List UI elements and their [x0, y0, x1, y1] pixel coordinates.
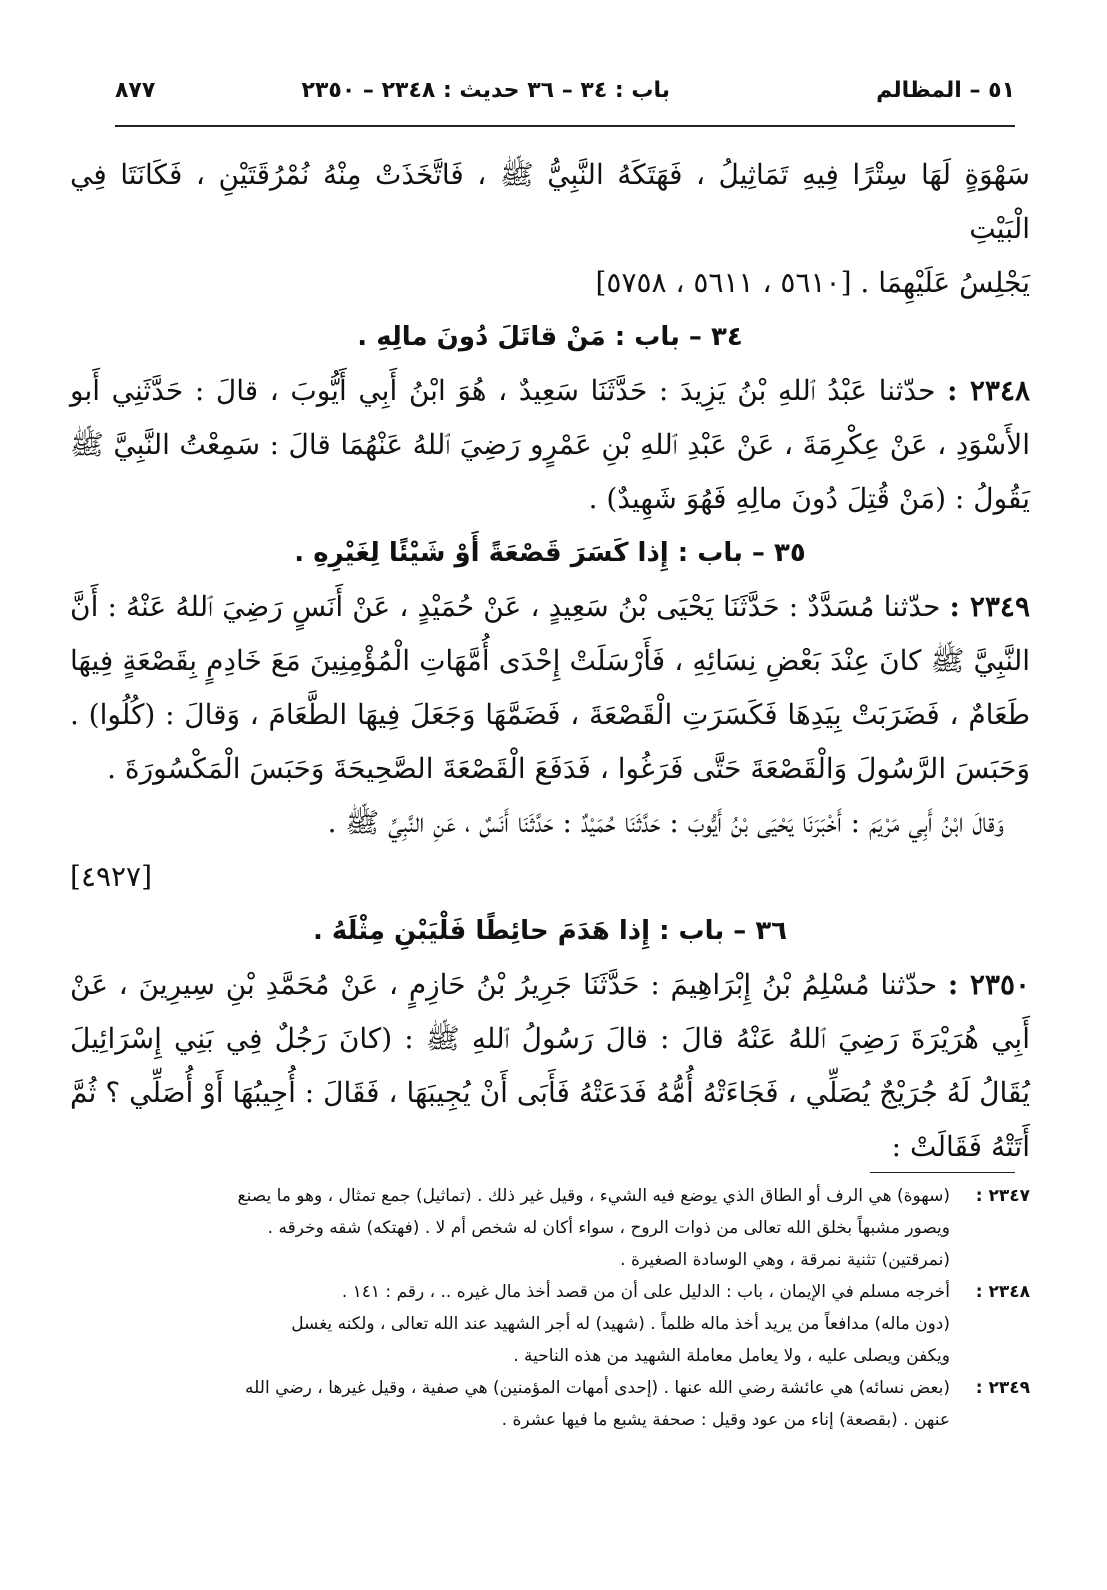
hadith-text: حدّثنا مُسَدَّدٌ : حَدَّثَنَا يَحْيَى بْنُ سَعِيدٍ ، عَنْ حُمَيْدٍ ، عَنْ أَنَسٍ رَضِيَ ٱللهُ عَنْهُ : أَنَّ النَّبِيَّ ﷺ كانَ عِنْدَ بَعْضِ نِسَائِهِ ، فَأَرْسَلَتْ إِحْدَى أُمَّهَاتِ الْمُؤْمِنِينَ مَعَ خَادِمٍ بِقَصْعَةٍ فِيهَا طَعَامٌ ، فَضَرَبَتْ بِيَدِهَا فَكَسَرَتِ الْقَصْعَةَ ، فَضَمَّهَا وَجَعَلَ فِيهَا الطَّعَامَ ، وَقالَ : (كُلُوا) . وَحَبَسَ الرَّسُولَ وَالْقَصْعَةَ حَتَّى فَرَغُوا ، فَدَفَعَ الْقَصْعَةَ الصَّحِيحَةَ وَحَبَسَ الْمَكْسُورَةَ .	[70, 590, 1030, 785]
hadith-text: حدّثنا عَبْدُ ٱللهِ بْنُ يَزِيدَ : حَدَّثَنَا سَعِيدٌ ، هُوَ ابْنُ أَبِي أَيُّوبَ ، قالَ : حَدَّثَنِي أَبو الأَسْوَدِ ، عَنْ عِكْرِمَةَ ، عَنْ عَبْدِ ٱللهِ بْنِ عَمْرٍو رَضِيَ ٱللهُ عَنْهُمَا قالَ : سَمِعْتُ النَّبِيَّ ﷺ يَقُولُ : (مَنْ قُتِلَ دُونَ مالِهِ فَهُوَ شَهِيدٌ) .	[70, 374, 1030, 515]
chapter-title: ٥١ – المظالم	[876, 78, 1015, 103]
header-rule	[115, 125, 1015, 127]
footnote-2348	[95, 1276, 1030, 1372]
footnote-line: عنهن . (بقصعة) إناء من عود وقيل : صحفة يشبع ما فيها عشرة .	[501, 1410, 950, 1430]
footnote-number: ٢٣٤٧ :	[975, 1186, 1030, 1206]
footnote-number: ٢٣٤٨ :	[975, 1282, 1030, 1302]
intro-line-2: يَجْلِسُ عَلَيْهِمَا . [٥٦١٠ ، ٥٦١١ ، ٥٧٥٨]	[595, 266, 1030, 299]
main-text	[70, 148, 1030, 1174]
hadith-2349	[70, 580, 1030, 796]
hadith-2348	[70, 364, 1030, 526]
heading-chapter-35: ٣٥ – باب : إِذا كَسَرَ قَصْعَةً أَوْ شَيْئًا لِغَيْرِهِ .	[294, 538, 806, 568]
footnote-rule	[870, 1172, 1015, 1173]
footnote-line: ويكفن ويصلى عليه ، ولا يعامل معاملة الشهيد من هذه الناحية .	[513, 1346, 950, 1366]
footnote-line: (بعض نسائه) هي عائشة رضي الله عنها . (إحدى أمهات المؤمنين) هي صفية ، وقيل غيرها ، رضي الله	[245, 1378, 950, 1398]
footnotes	[95, 1180, 1030, 1436]
heading-chapter-34: ٣٤ – باب : مَنْ قاتَلَ دُونَ مالِهِ .	[357, 322, 743, 352]
footnote-2347	[95, 1180, 1030, 1276]
hadith-2349-chain: وَقالَ ابْنُ أَبِي مَرْيَمَ : أَخْبَرَنَا يَحْيَى بْنُ أَيُّوبَ : حَدَّثَنَا حُمَيْدٌ : حَدَّثَنَا أَنَسٌ ، عَنِ النَّبِيِّ ﷺ .	[327, 806, 1004, 839]
hadith-2349-refs: [٤٩٢٧]	[70, 860, 153, 893]
footnote-line: (دون ماله) مدافعاً من يريد أخذ ماله ظلماً . (شهيد) له أجر الشهيد عند الله تعالى ، ولكنه يغسل	[291, 1314, 950, 1334]
footnote-number: ٢٣٤٩ :	[975, 1378, 1030, 1398]
footnote-line: أخرجه مسلم في الإيمان ، باب : الدليل على أن من قصد أخذ مال غيره .. ، رقم : ١٤١ .	[341, 1282, 950, 1302]
footnote-line: (سهوة) هي الرف أو الطاق الذي يوضع فيه الشيء ، وقيل غير ذلك . (تماثيل) جمع تمثال ، وهو ما يصنع	[237, 1186, 950, 1206]
footnote-line: (نمرقتين) تثنية نمرقة ، وهي الوسادة الصغيرة .	[620, 1250, 950, 1270]
hadith-number: ٢٣٥٠ :	[947, 968, 1031, 1001]
heading-chapter-36: ٣٦ – باب : إِذا هَدَمَ حائِطًا فَلْيَبْنِ مِثْلَهُ .	[312, 916, 788, 946]
hadith-text: حدّثنا مُسْلِمُ بْنُ إِبْرَاهِيمَ : حَدَّثَنَا جَرِيرُ بْنُ حَازِمٍ ، عَنْ مُحَمَّدِ بْنِ سِيرِينَ ، عَنْ أَبِي هُرَيْرَةَ رَضِيَ ٱللهُ عَنْهُ قالَ : قالَ رَسُولُ ٱللهِ ﷺ : (كانَ رَجُلٌ فِي بَنِي إِسْرَائِيلَ يُقَالُ لَهُ جُرَيْجٌ يُصَلِّي ، فَجَاءَتْهُ أُمُّهُ فَدَعَتْهُ فَأَبَى أَنْ يُجِيبَهَا ، فَقَالَ : أُجِيبُهَا أَوْ أُصَلِّي ؟ ثُمَّ أَتَتْهُ فَقَالَتْ :	[70, 968, 1030, 1163]
section-range: باب : ٣٤ – ٣٦ حديث : ٢٣٤٨ – ٢٣٥٠	[301, 78, 670, 103]
intro-line-1: سَهْوَةٍ لَهَا سِتْرًا فِيهِ تَمَاثِيلُ ، فَهَتَكَهُ النَّبِيُّ ﷺ ، فَاتَّخَذَتْ مِنْهُ نُمْرُقَتَيْنِ ، فَكَانَتَا فِي الْبَيْتِ	[70, 158, 1030, 245]
footnote-2349	[95, 1372, 1030, 1436]
running-header	[115, 78, 1015, 116]
footnote-line: ويصور مشبهاً بخلق الله تعالى من ذوات الروح ، سواء أكان له شخص أم لا . (فهتكه) شقه وخرقه .	[267, 1218, 950, 1238]
page-number: ٨٧٧	[115, 78, 156, 103]
hadith-number: ٢٣٤٩ :	[949, 590, 1030, 623]
hadith-number: ٢٣٤٨ :	[947, 374, 1031, 407]
hadith-2350	[70, 958, 1030, 1174]
